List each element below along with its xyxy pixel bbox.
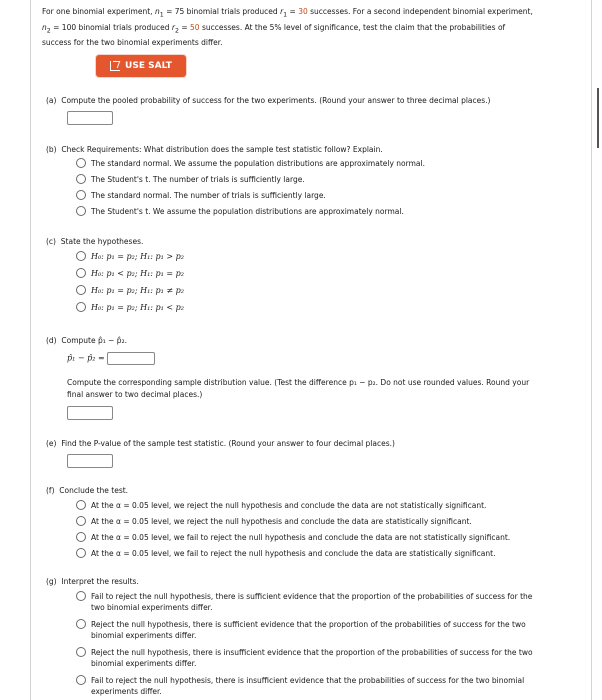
option-b3[interactable]: The standard normal. The number of trials is sufficiently large. — [76, 190, 425, 201]
part-d-instructions: Compute the corresponding sample distribution value. (Test the difference p₁ − p₂. Do not use rounded values. Round your final answer to two decimal places.) — [67, 378, 530, 399]
radio-button[interactable] — [76, 619, 86, 629]
radio-button[interactable] — [76, 500, 86, 510]
radio-button[interactable] — [76, 174, 86, 184]
option-f2[interactable]: At the α = 0.05 level, we reject the null hypothesis and conclude the data are statistically significant. — [76, 516, 510, 527]
option-f3[interactable]: At the α = 0.05 level, we fail to reject the null hypothesis and conclude the data are not statistically significant. — [76, 532, 510, 543]
part-g-options — [76, 591, 586, 697]
part-c-question: (c) State the hypotheses. — [46, 237, 144, 246]
option-g1[interactable]: Fail to reject the null hypothesis, there is sufficient evidence that the proportion of the probabilities of success for the two binomial experiments differ. — [76, 591, 586, 613]
radio-button[interactable] — [76, 516, 86, 526]
p-value-input[interactable] — [67, 454, 113, 468]
radio-button[interactable] — [76, 268, 86, 278]
radio-button[interactable] — [76, 647, 86, 657]
radio-button[interactable] — [76, 675, 86, 685]
radio-button[interactable] — [76, 190, 86, 200]
radio-button[interactable] — [76, 158, 86, 168]
radio-button[interactable] — [76, 251, 86, 261]
part-g-question: (g) Interpret the results. — [46, 577, 139, 586]
difference-input[interactable] — [107, 352, 155, 365]
option-c4[interactable]: H₀: p₁ = p₂; H₁: p₁ < p₂ — [76, 302, 184, 313]
option-c2[interactable]: H₀: p₁ < p₂; H₁: p₁ = p₂ — [76, 268, 184, 279]
use-salt-label: USE SALT — [125, 61, 172, 71]
part-b-question: (b) Check Requirements: What distribution does the sample test statistic follow? Explain. — [46, 145, 383, 154]
part-f-options — [76, 500, 510, 559]
radio-button[interactable] — [76, 548, 86, 558]
part-b-options — [76, 158, 425, 217]
option-g3[interactable]: Reject the null hypothesis, there is insufficient evidence that the proportion of the probabilities of success for the two binomial experiments differ. — [76, 647, 586, 669]
pooled-probability-input[interactable] — [67, 111, 113, 125]
part-d-question: (d) Compute p̂₁ − p̂₂. — [46, 336, 127, 345]
option-f4[interactable]: At the α = 0.05 level, we fail to reject the null hypothesis and conclude the data are statistically significant. — [76, 548, 510, 559]
difference-row: p̂₁ − p̂₂ = — [67, 352, 155, 365]
radio-button[interactable] — [76, 591, 86, 601]
option-g4[interactable]: Fail to reject the null hypothesis, there is insufficient evidence that the probabilities of success for the two binomial experiments differ. — [76, 675, 586, 697]
scrollbar-thumb[interactable] — [597, 88, 599, 148]
option-c3[interactable]: H₀: p₁ = p₂; H₁: p₁ ≠ p₂ — [76, 285, 184, 296]
option-f1[interactable]: At the α = 0.05 level, we reject the null hypothesis and conclude the data are not statistically significant. — [76, 500, 510, 511]
option-b2[interactable]: The Student's t. The number of trials is sufficiently large. — [76, 174, 425, 185]
radio-button[interactable] — [76, 532, 86, 542]
option-g2[interactable]: Reject the null hypothesis, there is sufficient evidence that the proportion of the probabilities of success for the two binomial experiments differ. — [76, 619, 586, 641]
option-b4[interactable]: The Student's t. We assume the population distributions are approximately normal. — [76, 206, 425, 217]
chart-icon — [110, 61, 120, 71]
part-f-question: (f) Conclude the test. — [46, 486, 129, 495]
problem-statement: For one binomial experiment, $n_1 = 75$ binomial trials produced $r_1 = 30$ successes. For a second independent binomial experiment, $n_2 = 100$ binomial trials produced $r_2 = 50$ successes. At the 5% level of significance, test the claim that the probabilities of success for the two binomial experiments differ. — [42, 7, 533, 47]
part-a-question: (a) Compute the pooled probability of success for the two experiments. (Round your answer to three decimal places.) — [46, 96, 491, 105]
part-c-options — [76, 251, 184, 313]
option-b1[interactable]: The standard normal. We assume the population distributions are approximately normal. — [76, 158, 425, 169]
option-c1[interactable]: H₀: p₁ = p₂; H₁: p₁ > p₂ — [76, 251, 184, 262]
radio-button[interactable] — [76, 302, 86, 312]
test-statistic-input[interactable] — [67, 406, 113, 420]
radio-button[interactable] — [76, 206, 86, 216]
use-salt-button[interactable] — [96, 55, 186, 77]
radio-button[interactable] — [76, 285, 86, 295]
part-e-question: (e) Find the P-value of the sample test statistic. (Round your answer to four decimal places.) — [46, 439, 395, 448]
